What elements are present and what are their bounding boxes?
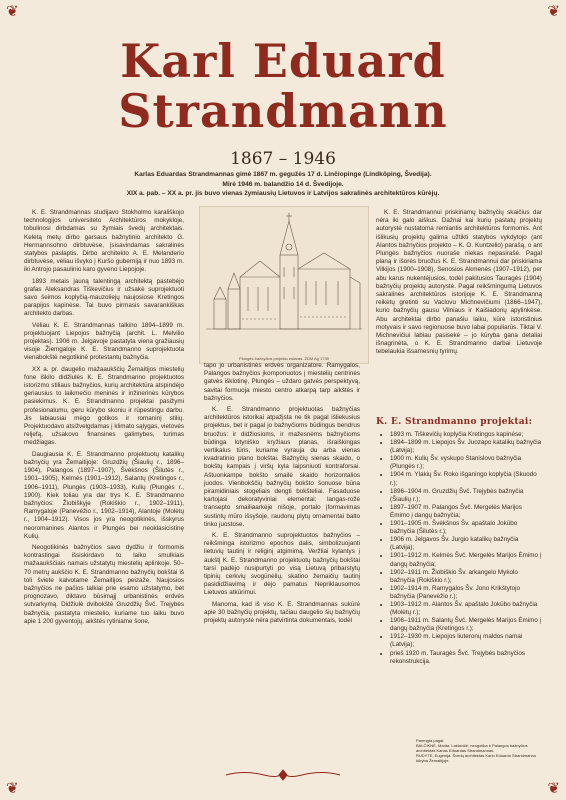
projects-list — [380, 431, 542, 733]
project-item: • 1906 m. Jelgavos Šv. Jurgio katalikų bažnyčia (Latvija); — [390, 536, 542, 552]
paragraph: Daugiausia K. E. Strandmanno projektuotų katalikų bažnyčių yra Žemaitijoje: Gruzdžių (Šiaulių r., 1896–1904), Palangos (1897–1907), Švėkšnos (Šilutės r., 1901–1905), Kelmės (1901–1912), Salantų (Kretingos r., 1906–1911), Plungės (1903–1933), Kulių (Plungės r., 1900). Kiek toliau yra dar trys K. E. Strandmanno bažnyčios: Žiobiškyje (Rokiškio r., 1902–1911), Ramygaloje (Panevėžio r., 1902–1914), Alantoje (Molėtų r., 1904–1912). Visos jos yra neogotikinės, išskyrus neoromanines Alantos ir Plungės bei neoklasicistinę Kulių. — [24, 450, 184, 540]
church-sketch-drawing — [200, 207, 368, 353]
sources-note — [416, 738, 546, 763]
text-column-middle — [204, 362, 360, 762]
church-sketch-figure — [199, 206, 369, 364]
sources-line: Parengta pagal: — [416, 738, 445, 743]
paragraph: K. E. Strandmannui priskiriamų bažnyčių skaičius dar nėra iki galo aiškus. Dažnai kai kurių pastatų projektų autorystė nustatoma remiantis architektūros formomis. Ant išlikusių projektų galima užtikti statybos vykdytojo (ant Alantos bažnyčios projekto – K. O. Kuntzelio) parašą, o ant Plungės bažnyčios nuoraše niekas nepasirašė. Pagal planą ir išorės bruožus K. E. Strandmannui dar priskiriama Vilkijos (1900–1908), Senosios Akmenės (1907–1912), per abu karus nukentėjusios, todėl pakitusios Tauragės (1904) bažnyčių projektų autorystė. Pagal reikšmingumą Lietuvos sakralinės architektūros istorijoje K. E. Strandmanną reikėtų gretinti su Vaclovu Michnevičiumi (1866–1947), kurio bažnyčių gausu Vilniaus ir Kaišiadorių apylinkėse. Abu architektai dirbo panašiu laiku, kūrė istoristinius motyvais ir savo regionuose buvo labai populiarūs. Tiktai V. Michnevičiui labiau pasisekė – jo kūryba gana detaliai išnagrinėta, o K. E. Strandmanno darbai Lietuvoje tebelaukia išsamesnių tyrimų. — [376, 209, 542, 356]
project-item: • 1902–1914 m. Ramygalos Šv. Jono Krikštytojo bažnyčia (Panevėžio r.); — [390, 585, 542, 601]
project-item: • 1901–1905 m. Švėkšnos Šv. apaštalo Jokūbo bažnyčia (Šilutės r.); — [390, 520, 542, 536]
title-surname: Strandmann — [118, 84, 448, 138]
intro-line: XIX a. pab. – XX a. pr. jis buvo vienas žymiausių Lietuvos ir Latvijos sakralinės architektūros kūrėjų. — [126, 190, 440, 198]
title-first-name: Karl Eduard — [120, 34, 446, 88]
project-item: • 1912–1930 m. Liepojos liuteronų maldos namai (Latvija); — [390, 633, 542, 649]
paragraph: XX a. pr. daugelio mažaaukščių Žemaitijos miestelių fone iškilo didžiulės K. E. Strandmanno projektuotos istorizmo stiliaus bažnyčios, kurių architektūra atspindėjo geriausius to laikmečio meninės ir inžinerinės kūrybos pasiekimus. K. E. Strandmanno projektai pasižymi profesionalumu, geru kūrybo skoniu ir rūpestingu darbu. Jis labiausiai mėgo gotikos ir romaninį stilių. Projektuodavo atsižvelgdamas į klimato sąlygas, vietovės reljefą, užsakovo finansines galimybes, turimas medžiagas. — [24, 365, 184, 447]
corner-ornament-icon: ❦ — [6, 779, 19, 797]
project-item: • 1893 m. Tiškevičių koplyčia Kretingos kapinėse; — [390, 431, 542, 439]
sources-line: RUDYTĖ, Eugenija. Švedų architektas Karlo Eduardo Strandmanno kūryba Žemaitijoje. — [416, 753, 537, 763]
sources-line: BALČIKNĖ, Marita. Lakiavičė, neogotika ir Palangos bažnyčios architektas Karlas Eduardas Strandmannas. — [416, 743, 528, 753]
project-item: • 1896–1904 m. Gruzdžių Švč. Trejybės bažnyčia (Šiaulių r.); — [390, 488, 542, 504]
intro-block — [40, 170, 526, 199]
paragraph: Manoma, kad iš viso K. E. Strandmannas sukūrė apie 30 bažnyčių projektų, tačiau daugelio šių bažnyčių projektų autorystė nėra patvirtinta dokumentais, todėl — [204, 600, 360, 625]
project-item: • 1904 m. Ylakių Šv. Roko išganingo koplyčia (Skuodo r.); — [390, 471, 542, 487]
text-column-right — [376, 209, 542, 415]
project-item: • prieš 1920 m. Tauragės Švč. Trejybės bažnyčios rekonstrukcija. — [390, 650, 542, 666]
project-item: • 1900 m. Kulių Šv. vyskupo Stanislovo bažnyčia (Plungės r.); — [390, 455, 542, 471]
corner-ornament-icon: ❦ — [547, 2, 560, 20]
figure-caption: Plungės bažnyčios projekto eskizas. ŽDM Ag 1739 — [239, 356, 329, 361]
text-column-left — [24, 209, 184, 769]
corner-ornament-icon: ❦ — [6, 2, 19, 20]
intro-line: Mirė 1946 m. balandžio 14 d. Švedijoje. — [222, 180, 344, 188]
paragraph: K. E. Strandmannas studijavo Stokholmo karališkojo technologijos universiteto Architektūros mokykloje, tobulinosi dirbdamas su žymiais švedų architektais. Keletą metų dirbo garsaus bažnytinio architekto G. Hermannsohno dirbtuvėse, įsisavindamas sakralinės statybos paslaptis. Dirbo architekto A. E. Melanderio dirbtuvėse, vėliau išvyko į Kuršo guberniją ir nuo 1893 m. iki Antrojo pasaulinio karo gyveno Liepojoje. — [24, 209, 184, 274]
project-item: • 1906–1911 m. Salantų Švč. Mergelės Marijos Ėmimo į dangų bažnyčia (Kretingos r.); — [390, 617, 542, 633]
paragraph: K. E. Strandmanno suprojektuotos bažnyčios – reikšminga istorizmo epochos dalis, simbolizuojanti lietuvių tautinį ir religinį atgimimą. Veržliai kylantys į aukštį K. E. Strandmanno projektuotų bažnyčių bokštai tarsi padėjo nusipurtyti po visą Lietuvą pribarstytų tipinių cerkvių svogūnėlių, skatino žemaičių tautinį pasididžiavimą ir dėjo pamatus Nepriklausomos Lietuvos atkūrimui. — [204, 532, 360, 597]
paragraph: 1893 metais jauną talentingą architektą pastebėjo grafas Aleksandras Tiškevičius ir užsakė suprojektuoti savo šeimos koplyčią-mauzoliejų naujosiose Kretingos parapijos kapinėse. Tai buvo pirmasis savarankiškas architekto darbas. — [24, 277, 184, 318]
intro-line: Karlas Eduardas Strandmannas gimė 1867 m. gegužės 17 d. Linčiopinge (Lindköping, Švedija). — [134, 171, 432, 178]
paragraph: Neogotikinės bažnyčios savo dydžiu ir formomis kontrastingai išsiskirdavo to laiko smulkiais mažaaukščiais namais užstatytų miestelių aplinkoje. 50–70 metrų aukščio K. E. Strandmanno bažnyčių bokštai iš toli šviete kalvotame Žemaitijos peizaže. Naujosios bažnyčios ne pačios talkiai prie esamo užstatymo, bet prognozavo, diktavo būsimąjį urbanistinės erdvės sutvarkymą. Didžiulė dvibokštė Gruzdžių Švč. Trejybės bažnyčia, pastatyta miestelio, kuriame tuo laiku buvo apie 1 200 gyventojų, aikštės rytiniame šone, — [24, 543, 184, 625]
projects-heading: K. E. Strandmanno projektai: — [376, 417, 533, 427]
project-item: • 1897–1907 m. Palangos Švč. Mergelės Marijos Ėmimo į dangų bažnyčia; — [390, 504, 542, 520]
corner-ornament-icon: ❦ — [547, 779, 560, 797]
project-item: • 1902–1911 m. Žiobiškio Šv. arkangelo Mykolo bažnyčia (Rokiškio r.); — [390, 569, 542, 585]
bottom-flourish-icon — [224, 768, 342, 782]
paragraph: tapo jo urbanistinės erdvės organizatore. Ramygalos, Palangos bažnyčios įkomponuotos į miestelių centrinės gatvės išklotinę, Plungės – uždaro gatvės perspektyvą, savitai formuoja miesto centro atkarpą tarp aikštės ir bažnyčios. — [204, 362, 360, 402]
paragraph: Vėliau K. E. Strandmannas talkino 1894–1899 m. projektuojant Liepojos bažnyčią (archit. L. Melvilio projektas). 1906 m. Jelgavoje pastatyta viena gražiausių visoje Žiemgaloje K. E. Strandmanno suprojektuota vienabokštė negotikinė protestantų bažnyčia. — [24, 321, 184, 362]
project-item: • 1901–1912 m. Kelmės Švč. Mergelės Marijos Ėmimo į dangų bažnyčia; — [390, 552, 542, 568]
project-item: • 1894–1899 m. Liepojos Šv. Juozapo katalikų bažnyčia (Latvija); — [390, 439, 542, 455]
life-years: 1867 – 1946 — [230, 149, 336, 169]
project-item: • 1903–1912 m. Alantos Šv. apaštalo Jokūbo bažnyčia (Molėtų r.); — [390, 601, 542, 617]
paragraph: K. E. Strandmanno projektuotas bažnyčias architektūros istorikai atpažįsta ne tik pagal išliekusius projektus, bet ir pagal jo bažnyčioms būdingus bendrus bruožus: ir didžiosioms, ir mažesnėms bažnyčioms būdinga lotyniško kryžiaus planas, išraiškingas vertikalus tūris, kuriame vyrauja du arba vienas kvadratinio plano bokštai. Bažnyčių sienas skaido, o bokštų kampais į viršų kyla laipsniuoti kontraforsai. Aštuonkampe bokšto smailė skaido horizontalios juodos. Vienbokščių bažnyčių bokšto šonuose būna piramidiniais stogeliais dengti bokšteliai. Fasaduose kartojasi dekoratyviniai elementai: langas-rožė transepto smailiaarkėje nišoje, portalo įformavimas sustintų mūro išsyšoje, raudonų plytų ornamentai balto tinko juostose. — [204, 406, 360, 528]
